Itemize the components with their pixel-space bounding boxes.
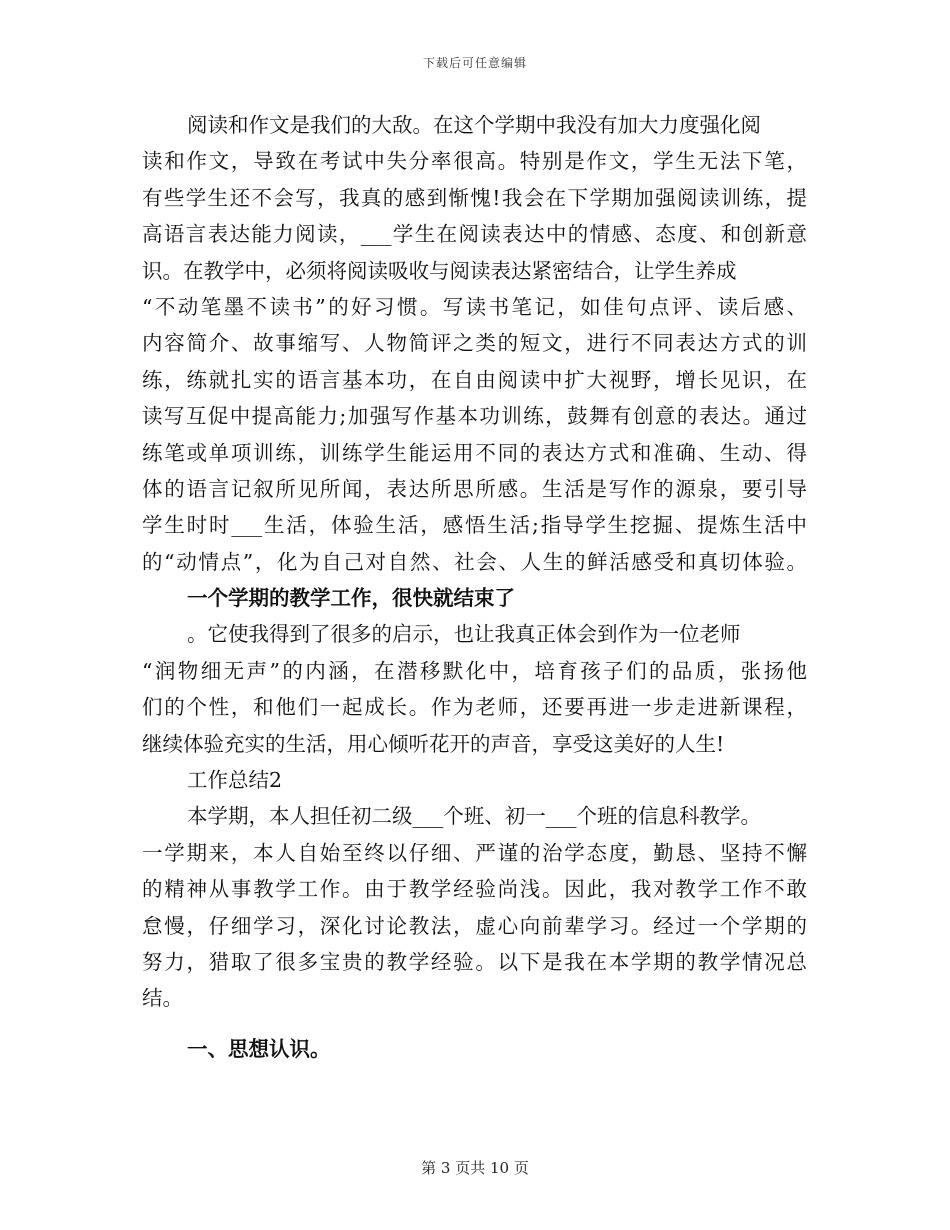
text-line: 的精神从事教学工作。由于教学经验尚浅。因此，我对教学工作不敢	[142, 877, 807, 902]
text-line: 有些学生还不会写，我真的感到惭愧!我会在下学期加强阅读训练，提	[142, 185, 807, 210]
paragraph-teaching-summary	[142, 798, 807, 1016]
page-footer: 第 3 页共 10 页	[421, 1159, 529, 1177]
document-body	[142, 107, 807, 1067]
text-line: 练笔或单项训练，训练学生能运用不同的表达方式和准确、生动、得	[142, 440, 807, 465]
text-line: 的“动情点”，化为自己对自然、社会、人生的鲜活感受和真切体验。	[142, 549, 807, 574]
text-line: 读写互促中提高能力;加强写作基本功训练，鼓舞有创意的表达。通过	[142, 404, 807, 429]
section-heading: 工作总结2	[187, 768, 283, 793]
text-line: 内容简介、故事缩写、人物简评之类的短文，进行不同表达方式的训	[142, 331, 807, 356]
paragraph-semester-reflection	[142, 616, 807, 762]
text-line: 高语言表达能力阅读，___学生在阅读表达中的情感、态度、和创新意	[142, 222, 807, 247]
text-line: “润物细无声”的内涵，在潜移默化中，培育孩子们的品质，张扬他	[142, 658, 807, 683]
text-line: 一学期来，本人自始至终以仔细、严谨的治学态度，勤恳、坚持不懈	[142, 840, 807, 865]
text-line: 结。	[142, 986, 183, 1011]
section-heading: 一、思想认识。	[187, 1036, 331, 1061]
text-line: 本学期，本人担任初二级___个班、初一___个班的信息科教学。	[187, 804, 761, 829]
text-line: 阅读和作文是我们的大敌。在这个学期中我没有加大力度强化阅	[187, 113, 761, 137]
page-header: 下载后可任意编辑	[422, 56, 527, 70]
text-line: 练，练就扎实的语言基本功，在自由阅读中扩大视野，增长见识，在	[142, 367, 807, 392]
text-line: 识。在教学中，必须将阅读吸收与阅读表达紧密结合，让学生养成	[142, 258, 737, 283]
text-line: 努力，猎取了很多宝贵的教学经验。以下是我在本学期的教学情况总	[142, 949, 807, 974]
text-line: 读和作文，导致在考试中失分率很高。特别是作文，学生无法下笔，	[142, 149, 807, 174]
text-line: 体的语言记叙所见所闻，表达所思所感。生活是写作的源泉，要引导	[142, 476, 807, 501]
text-line: 怠慢，仔细学习，深化讨论教法，虚心向前辈学习。经过一个学期的	[142, 913, 807, 938]
text-line: 继续体验充实的生活，用心倾听花开的声音，享受这美好的人生!	[142, 731, 725, 756]
text-line: 们的个性，和他们一起成长。作为老师，还要再进一步走进新课程，	[142, 695, 807, 720]
text-line: “不动笔墨不读书”的好习惯。写读书笔记，如佳句点评、读后感、	[142, 294, 807, 319]
section-heading: 一个学期的教学工作，很快就结束了	[187, 586, 515, 611]
paragraph-reading-writing	[142, 107, 807, 580]
text-line: 。它使我得到了很多的启示，也让我真正体会到作为一位老师	[187, 622, 741, 647]
text-line: 学生时时___生活，体验生活，感悟生活;指导学生挖掘、提炼生活中	[142, 513, 807, 538]
spacer	[142, 1017, 807, 1031]
